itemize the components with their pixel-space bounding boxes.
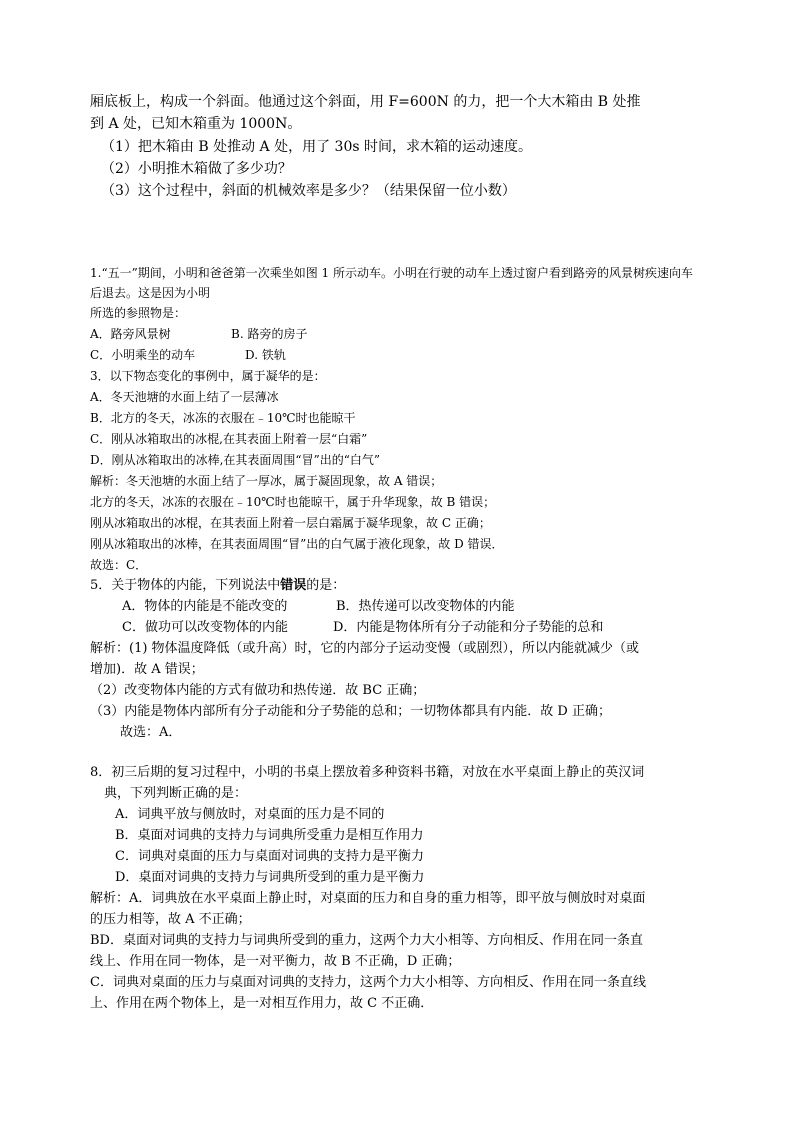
q8-stem-line-1: 8．初三后期的复习过程中，小明的书桌上摆放着多种资料书籍，对放在水平桌面上静止的英汉词 [90,765,645,780]
q3-option-b: B．北方的冬天，冰冻的衣服在﹣10℃时也能晾干 [90,411,356,425]
q1-option-b: B. 路旁的房子 [231,327,308,341]
q1-option-c: C．小明乘坐的动车 [90,348,196,362]
q8-explanation-6: 上、作用在两个物体上，是一对相互作用力，故 C 不正确． [90,996,434,1011]
q1-stem-line-1: 1.“五一”期间，小明和爸爸第一次乘坐如图 1 所示动车。小明在行驶的动车上透过窗户看到路旁的风景树疾速向车 [90,266,693,280]
q5-stem [90,576,345,596]
q3-option-a: A．冬天池塘的水面上结了一层薄冰 [90,390,279,404]
q5-option-c: C．做功可以改变物体的内能 [122,620,288,635]
q8-option-b: B．桌面对词典的支持力与词典所受重力是相互作用力 [115,828,424,843]
problem-intro-line-1: 厢底板上，构成一个斜面。他通过这个斜面，用 F=600N 的力，把一个大木箱由 B 处推 [90,94,641,110]
q3-option-c: C．刚从冰箱取出的冰棍,在其表面上附着一层“白霜” [90,432,368,446]
q8-option-d: D．桌面对词典的支持力与词典所受到的重力是平衡力 [115,870,425,885]
q5-explanation-1: 解析：(1) 物体温度降低（或升高）时，它的内部分子运动变慢（或剧烈），所以内能就减少（或 [90,641,640,656]
q1-stem-line-3: 所选的参照物是： [90,306,187,320]
problem-intro-line-2: 到 A 处，已知木箱重为 1000N。 [90,116,302,132]
q5-stem-emphasis: 错误 [280,578,307,593]
q8-option-a: A．词典平放与侧放时，对桌面的压力是不同的 [115,807,385,822]
q3-explanation-2: 北方的冬天，冰冻的衣服在﹣10℃时也能晾干，属于升华现象，故 B 错误； [90,495,496,509]
q3-option-d: D．刚从冰箱取出的冰棒,在其表面周围“冒”出的“白气” [90,453,380,467]
q8-explanation-5: C．词典对桌面的压力与桌面对词典的支持力，这两个力大小相等、方向相反、作用在同一条直线 [90,975,646,990]
q3-explanation-3: 刚从冰箱取出的冰棍，在其表面上附着一层白霜属于凝华现象，故 C 正确； [90,516,491,530]
q5-explanation-2: 增加)．故 A 错误； [90,662,204,677]
q5-explanation-3: （2）改变物体内能的方式有做功和热传递．故 BC 正确； [90,683,426,698]
q8-option-c: C．词典对桌面的压力与桌面对词典的支持力是平衡力 [115,849,424,864]
q1-option-a: A．路旁风景树 [90,327,171,341]
q3-stem: 3．以下物态变化的事例中，属于凝华的是： [90,369,326,383]
problem-question-1: （1）把木箱由 B 处推动 A 处，用了 30s 时间，求木箱的运动速度。 [101,139,533,155]
q5-stem-suffix: 的是： [306,578,346,593]
q1-option-d: D. 铁轨 [245,348,286,362]
q8-stem-line-2: 典，下列判断正确的是： [104,786,248,801]
q3-explanation-1: 解析：冬天池塘的水面上结了一厚冰，属于凝固现象，故 A 错误； [90,474,443,488]
q1-stem-line-2: 后退去。这是因为小明 [90,286,211,300]
problem-question-2: （2）小明推木箱做了多少功？ [101,161,292,177]
q5-explanation-4: （3）内能是物体内部所有分子动能和分子势能的总和；一切物体都具有内能．故 D 正确； [90,704,611,719]
q8-explanation-3: BD．桌面对词典的支持力与词典所受到的重力，这两个力大小相等、方向相反、作用在同一条直 [90,933,643,948]
q5-answer: 故选：A． [120,725,182,740]
q8-explanation-4: 线上、作用在同一物体，是一对平衡力，故 B 不正确，D 正确； [90,954,461,969]
q5-stem-prefix: 5．关于物体的内能，下列说法中 [90,578,281,593]
q8-explanation-1: 解析：A．词典放在水平桌面上静止时，对桌面的压力和自身的重力相等，即平放与侧放时对桌面 [90,891,646,906]
q5-option-d: D．内能是物体所有分子动能和分子势能的总和 [333,620,604,635]
q5-option-b: B．热传递可以改变物体的内能 [336,599,515,614]
problem-question-3: （3）这个过程中，斜面的机械效率是多少？（结果保留一位小数） [101,183,516,199]
q8-explanation-2: 的压力相等，故 A 不正确； [90,912,251,927]
q3-explanation-4: 刚从冰箱取出的冰棒，在其表面周围“冒”出的白气属于液化现象，故 D 错误． [90,537,504,551]
q3-answer: 故选：C． [90,558,148,572]
q5-option-a: A．物体的内能是不能改变的 [122,599,288,614]
